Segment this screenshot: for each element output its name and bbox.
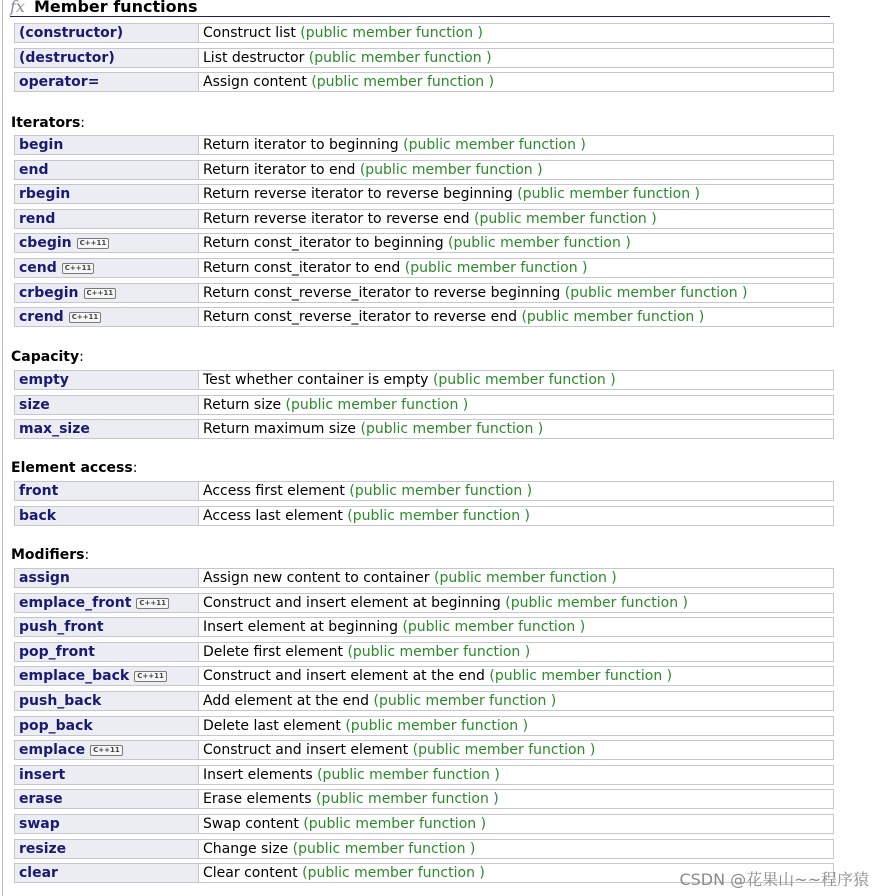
member-name-link[interactable] — [14, 740, 199, 760]
member-kind-link[interactable]: (public member function ) — [448, 235, 631, 251]
member-row-emplace_front — [14, 593, 834, 613]
member-row-cend — [14, 258, 834, 278]
cpp11-badge-icon: C++11 — [84, 288, 117, 299]
member-row-back — [14, 506, 834, 526]
member-kind-link[interactable]: (public member function ) — [292, 841, 476, 857]
member-name-text[interactable]: back — [19, 508, 57, 524]
member-row-rend — [14, 209, 834, 229]
member-name-link[interactable] — [14, 135, 199, 155]
member-name-link[interactable] — [14, 789, 199, 809]
section-title-colon: : — [80, 115, 86, 131]
member-name-text[interactable]: max_size — [19, 421, 90, 437]
member-kind-link[interactable]: (public member function ) — [373, 693, 557, 709]
member-kind-link[interactable]: (public member function ) — [303, 816, 487, 832]
member-kind-link[interactable]: (public member function ) — [412, 742, 596, 758]
member-name-link[interactable] — [14, 72, 199, 92]
member-name-text[interactable]: crbegin — [19, 285, 79, 301]
member-row-begin — [14, 135, 834, 155]
member-row-pop_back — [14, 716, 834, 736]
cpp11-badge-icon: C++11 — [69, 312, 102, 323]
member-description-text: Return maximum size — [203, 421, 357, 437]
member-description — [199, 839, 834, 859]
member-description — [199, 765, 834, 785]
cpp11-badge-icon: C++11 — [62, 263, 95, 274]
member-name-text[interactable]: begin — [19, 137, 64, 153]
member-row-cbegin — [14, 233, 834, 253]
member-kind-link[interactable]: (public member function ) — [311, 74, 495, 90]
member-kind-link[interactable]: (public member function ) — [564, 285, 748, 301]
member-row-max_size — [14, 419, 834, 439]
member-name-link[interactable] — [14, 184, 199, 204]
section-title-colon: : — [132, 460, 138, 476]
member-name-link[interactable] — [14, 593, 199, 613]
member-name-link[interactable] — [14, 642, 199, 662]
member-kind-link[interactable]: (public member function ) — [285, 397, 469, 413]
member-kind-link[interactable]: (public member function ) — [317, 767, 500, 783]
member-name-text[interactable]: emplace — [19, 742, 86, 758]
member-kind-link[interactable]: (public member function ) — [345, 718, 529, 734]
member-description-text: Construct and insert element at beginning — [203, 595, 501, 611]
member-name-text[interactable]: erase — [19, 791, 63, 807]
page-left-border — [2, 0, 3, 896]
member-description-text: Construct and insert element — [203, 742, 409, 758]
member-name-text[interactable]: insert — [19, 767, 66, 783]
member-description — [199, 419, 834, 439]
member-kind-link[interactable]: (public member function ) — [517, 186, 701, 202]
cpp11-badge-icon: C++11 — [90, 745, 123, 756]
title-underline — [10, 16, 830, 17]
section-title-text: Iterators — [11, 115, 81, 131]
member-description — [199, 395, 834, 415]
section-title-modifiers — [11, 547, 89, 563]
member-kind-link[interactable]: (public member function ) — [359, 162, 543, 178]
member-kind-link[interactable]: (public member function ) — [360, 421, 544, 437]
member-name-link[interactable] — [14, 568, 199, 588]
member-description — [199, 160, 834, 180]
section-title-capacity — [11, 349, 84, 365]
member-name-text[interactable]: (constructor) — [19, 25, 124, 41]
member-description — [199, 481, 834, 501]
member-name-text[interactable]: pop_front — [19, 644, 95, 660]
member-kind-link[interactable]: (public member function ) — [302, 865, 485, 881]
member-description-text: Construct and insert element at the end — [203, 668, 485, 684]
member-name-link[interactable] — [14, 307, 199, 327]
member-kind-link[interactable]: (public member function ) — [347, 508, 530, 524]
member-row-swap — [14, 814, 834, 834]
member-description-text: Return const_reverse_iterator to reverse end — [203, 309, 517, 325]
member-kind-link[interactable]: (public member function ) — [434, 570, 617, 586]
member-row-front — [14, 481, 834, 501]
member-kind-link[interactable]: (public member function ) — [308, 50, 492, 66]
section-title-iterators — [11, 115, 85, 131]
member-row-constructor — [14, 23, 834, 43]
cpp11-badge-icon: C++11 — [134, 671, 167, 682]
member-description — [199, 370, 834, 390]
member-description-text: Delete last element — [203, 718, 341, 734]
member-description-text: Assign new content to container — [203, 570, 430, 586]
section-title-text: Modifiers — [11, 547, 85, 563]
member-name-text[interactable]: push_back — [19, 693, 102, 709]
member-name-text[interactable]: operator= — [19, 74, 100, 90]
member-name-link[interactable] — [14, 506, 199, 526]
member-name-text[interactable]: front — [19, 483, 59, 499]
member-description — [199, 814, 834, 834]
member-row-size — [14, 395, 834, 415]
member-description — [199, 789, 834, 809]
watermark: CSDN @花果山~~程序猿 — [679, 870, 869, 889]
member-row-rbegin — [14, 184, 834, 204]
member-description-text: Change size — [203, 841, 289, 857]
member-kind-link[interactable]: (public member function ) — [432, 372, 616, 388]
member-description — [199, 617, 834, 637]
member-description — [199, 568, 834, 588]
member-row-crend — [14, 307, 834, 327]
member-description-text: Return reverse iterator to reverse end — [203, 211, 470, 227]
member-row-crbegin — [14, 283, 834, 303]
member-name-text[interactable]: rend — [19, 211, 56, 227]
section-title-colon: : — [79, 349, 84, 365]
member-description — [199, 691, 834, 711]
member-description — [199, 23, 834, 43]
member-kind-link[interactable]: (public member function ) — [473, 211, 657, 227]
member-kind-link[interactable]: (public member function ) — [505, 595, 688, 611]
member-name-link[interactable] — [14, 814, 199, 834]
member-description — [199, 642, 834, 662]
member-name-link[interactable] — [14, 258, 199, 278]
member-name-text[interactable]: empty — [19, 372, 69, 388]
member-description-text: Return iterator to end — [203, 162, 356, 178]
member-description — [199, 740, 834, 760]
member-name-text[interactable]: (destructor) — [19, 50, 115, 66]
member-name-text[interactable]: pop_back — [19, 718, 93, 734]
member-description — [199, 258, 834, 278]
member-description — [199, 184, 834, 204]
member-description — [199, 48, 834, 68]
member-description-text: Clear content — [203, 865, 298, 881]
member-description-text: Access first element — [203, 483, 345, 499]
member-description-text: Return iterator to beginning — [203, 137, 399, 153]
member-kind-link[interactable]: (public member function ) — [300, 25, 484, 41]
member-name-link[interactable] — [14, 233, 199, 253]
member-name-link[interactable] — [14, 839, 199, 859]
fx-icon: fx — [10, 0, 25, 16]
member-name-link[interactable] — [14, 23, 199, 43]
member-description-text: Return size — [203, 397, 282, 413]
member-description — [199, 72, 834, 92]
member-row-empty — [14, 370, 834, 390]
member-name-link[interactable] — [14, 691, 199, 711]
section-header — [10, 0, 830, 17]
member-description — [199, 283, 834, 303]
member-description — [199, 666, 834, 686]
member-name-text[interactable]: cbegin — [19, 235, 72, 251]
member-name-link[interactable] — [14, 209, 199, 229]
member-description-text: Construct list — [203, 25, 296, 41]
member-name-link[interactable] — [14, 716, 199, 736]
member-name-text[interactable]: rbegin — [19, 186, 71, 202]
member-name-link[interactable] — [14, 48, 199, 68]
member-name-text[interactable]: swap — [19, 816, 60, 832]
member-row-emplace_back — [14, 666, 834, 686]
member-name-link[interactable] — [14, 863, 199, 883]
section-title-colon: : — [84, 547, 90, 563]
member-row-resize — [14, 839, 834, 859]
member-kind-link[interactable]: (public member function ) — [402, 619, 586, 635]
member-description-text: Add element at the end — [203, 693, 370, 709]
member-description-text: Insert elements — [203, 767, 313, 783]
member-name-link[interactable] — [14, 666, 199, 686]
member-description-text: Return const_iterator to beginning — [203, 235, 444, 251]
member-name-link[interactable] — [14, 160, 199, 180]
cpp11-badge-icon: C++11 — [136, 598, 169, 609]
section-title-text: Capacity — [11, 349, 80, 365]
member-row-pop_front — [14, 642, 834, 662]
member-row-push_front — [14, 617, 834, 637]
member-description — [199, 209, 834, 229]
member-name-text[interactable]: size — [19, 397, 50, 413]
member-row-end — [14, 160, 834, 180]
member-name-text[interactable]: emplace_front — [19, 595, 132, 611]
member-kind-link[interactable]: (public member function ) — [404, 260, 588, 276]
member-name-text[interactable]: emplace_back — [19, 668, 130, 684]
member-name-link[interactable] — [14, 765, 199, 785]
member-row-erase — [14, 789, 834, 809]
member-description-text: Delete first element — [203, 644, 343, 660]
member-kind-link[interactable]: (public member function ) — [316, 791, 499, 807]
member-description — [199, 593, 834, 613]
member-name-text[interactable]: resize — [19, 841, 67, 857]
member-name-link[interactable] — [14, 370, 199, 390]
member-kind-link[interactable]: (public member function ) — [349, 483, 533, 499]
member-name-link[interactable] — [14, 617, 199, 637]
member-kind-link[interactable]: (public member function ) — [521, 309, 705, 325]
member-description-text: Insert element at beginning — [203, 619, 398, 635]
member-row-insert — [14, 765, 834, 785]
member-name-link[interactable] — [14, 419, 199, 439]
member-row-destructor — [14, 48, 834, 68]
member-name-link[interactable] — [14, 395, 199, 415]
member-description — [199, 135, 834, 155]
member-name-text[interactable]: clear — [19, 865, 58, 881]
member-row-emplace — [14, 740, 834, 760]
member-description-text: Assign content — [203, 74, 307, 90]
member-description-text: List destructor — [203, 50, 305, 66]
member-kind-link[interactable]: (public member function ) — [403, 137, 586, 153]
member-name-text[interactable]: push_front — [19, 619, 104, 635]
section-title-text: Element access — [11, 460, 133, 476]
member-name-text[interactable]: crend — [19, 309, 64, 325]
member-name-text[interactable]: assign — [19, 570, 70, 586]
member-name-text[interactable]: cend — [19, 260, 57, 276]
member-row-assign — [14, 568, 834, 588]
cpp11-badge-icon: C++11 — [77, 238, 110, 249]
member-description — [199, 506, 834, 526]
member-description-text: Test whether container is empty — [203, 372, 429, 388]
member-kind-link[interactable]: (public member function ) — [347, 644, 531, 660]
member-description-text: Return const_reverse_iterator to reverse beginning — [203, 285, 561, 301]
member-description — [199, 233, 834, 253]
member-name-text[interactable]: end — [19, 162, 49, 178]
member-description-text: Swap content — [203, 816, 299, 832]
member-description-text: Access last element — [203, 508, 343, 524]
member-name-link[interactable] — [14, 283, 199, 303]
member-description-text: Erase elements — [203, 791, 312, 807]
member-description — [199, 716, 834, 736]
member-name-link[interactable] — [14, 481, 199, 501]
member-description — [199, 307, 834, 327]
section-title-element-access — [11, 460, 137, 476]
member-row-push_back — [14, 691, 834, 711]
member-description-text: Return reverse iterator to reverse beginning — [203, 186, 513, 202]
page-title: Member functions — [34, 0, 198, 16]
member-description-text: Return const_iterator to end — [203, 260, 401, 276]
member-row-operator — [14, 72, 834, 92]
member-kind-link[interactable]: (public member function ) — [489, 668, 673, 684]
